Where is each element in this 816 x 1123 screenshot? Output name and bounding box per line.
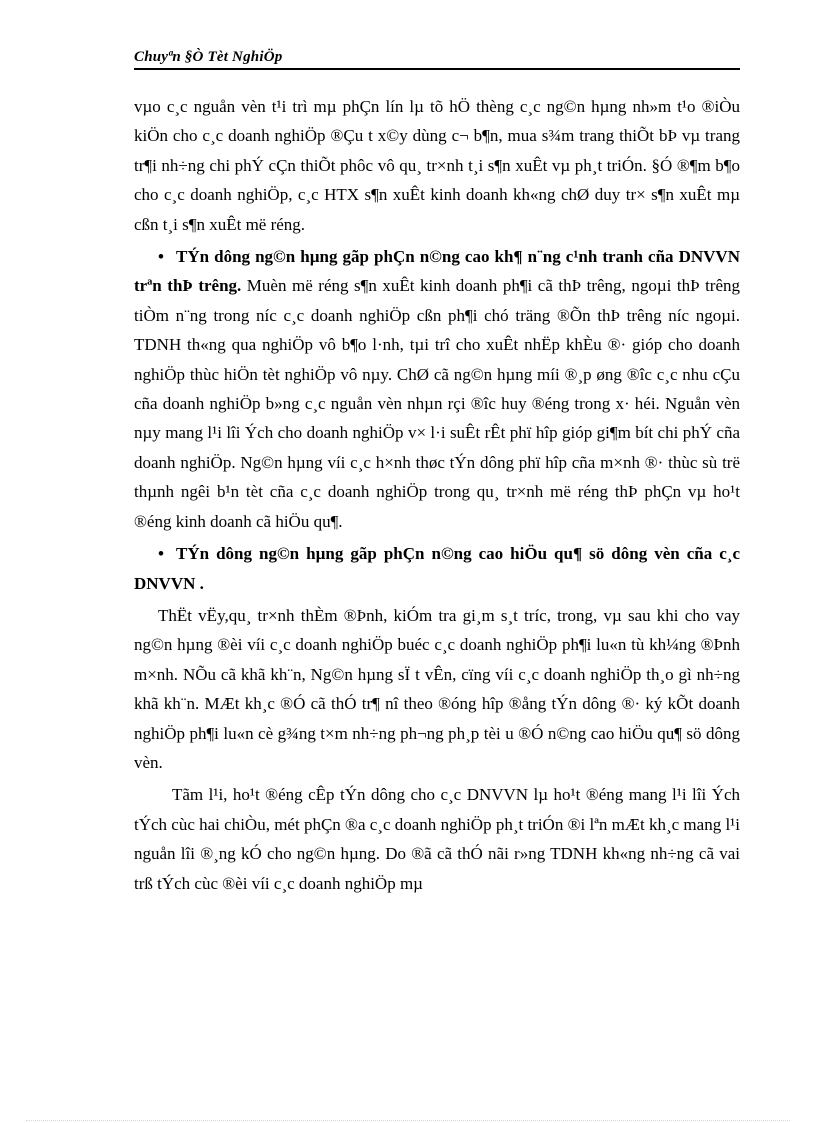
bullet-heading: TÝn dông ng©n hµng gãp phÇn n©ng cao hiÖu qu¶ sö dông vèn cña c¸c DNVVN . [134, 544, 740, 593]
document-body [134, 92, 740, 901]
bullet-icon: • [158, 247, 164, 267]
bullet-item-capital-efficiency [134, 539, 740, 598]
paragraph-summary: Tãm l¹i, ho¹t ®éng cÊp tÝn dông cho c¸c DNVVN lµ ho¹t ®éng mang l¹i lîi Ých tÝch cùc hai chiÒu, mét phÇn ®a c¸c doanh nghiÖp ph¸t triÓn ®i lªn mÆt kh¸c mang l¹i nguån lîi ®¸ng kÓ cho ng©n hµng. Do ®ã cã thÓ nãi r»ng TDNH kh«ng nh÷ng cã vai trß tÝch cùc ®èi víi c¸c doanh nghiÖp mµ [134, 785, 740, 893]
bullet-icon: • [158, 544, 164, 564]
bullet-heading: TÝn dông ng©n hµng gãp phÇn n©ng cao kh¶ n¨ng c¹nh tranh cña DNVVN trªn thÞ trêng. [134, 247, 740, 296]
page-header [134, 48, 740, 70]
bullet-item-competitiveness [134, 242, 740, 536]
paragraph-supervision: ThËt vËy,qu¸ tr×nh thÈm ®Þnh, kiÓm tra gi¸m s¸t tríc, trong, vµ sau khi cho vay ng©n hµng ®èi víi c¸c doanh nghiÖp buéc c¸c doanh nghiÖp ph¶i lu«n tù kh¼ng ®Þnh m×nh. NÕu cã khã kh¨n, Ng©n hµng sÏ t vÊn, cïng víi c¸c doanh nghiÖp th¸o gì nh÷ng khã kh¨n. MÆt kh¸c ®Ó cã thÓ tr¶ nî theo ®óng hîp ®ång tÝn dông ®· ký kÕt doanh nghiÖp ph¶i lu«n cè g¾ng t×m nh÷ng ph¬ng ph¸p tèi u ®Ó n©ng cao hiÖu qu¶ sö dông vèn. [134, 605, 740, 772]
bullet-body: Muèn më réng s¶n xuÊt kinh doanh ph¶i cã thÞ trêng, ngoµi thÞ trêng tiÒm n¨ng trong níc c¸c doanh nghiÖp cßn ph¶i chó träng ®Õn thÞ trêng níc ngoµi. TDNH th«ng qua nghiÖp vô b¶o l·nh, tµi trî cho xuÊt nhËp khÈu ®· gióp cho doanh nghiÖp thùc hiÖn tèt nghiÖp vô nµy. ChØ cã ng©n hµng míi ®¸p øng ®îc c¸c nhu cÇu cña doanh nghiÖp b»ng c¸c nguån vèn nhµn rçi ®îc huy ®éng trong x· héi. Nguån vèn nµy mang l¹i lîi Ých cho doanh nghiÖp v× l·i suÊt rÊt phï hîp gióp gi¶m bít chi phÝ cña doanh nghiÖp. Ng©n hµng víi c¸c h×nh thøc tÝn dông phï hîp cña m×nh ®· thùc sù trë thµnh ngêi b¹n tèt cña c¸c doanh nghiÖp trong qu¸ tr×nh më réng thÞ phÇn vµ ho¹t ®éng kinh doanh cã hiÖu qu¶. [134, 276, 740, 531]
page-bottom-divider [26, 1120, 790, 1121]
paragraph-intro: vµo c¸c nguån vèn t¹i trì mµ phÇn lín lµ tõ hÖ thèng c¸c ng©n hµng nh»m t¹o ®iÒu kiÖn cho c¸c doanh nghiÖp ®Çu t x©y dùng c¬ b¶n, mua s¾m trang thiÕt bÞ vµ trang tr¶i nh÷ng chi phÝ cÇn thiÕt phôc vô qu¸ tr×nh t¸i s¶n xuÊt vµ ph¸t triÓn. §Ó ®¶m b¶o cho c¸c doanh nghiÖp, c¸c HTX s¶n xuÊt kinh doanh kh«ng chØ duy tr× s¶n xuÊt mµ cßn t¸i s¶n xuÊt më réng. [134, 97, 740, 234]
header-title: Chuyªn §Ò Tèt NghiÖp [134, 49, 283, 65]
